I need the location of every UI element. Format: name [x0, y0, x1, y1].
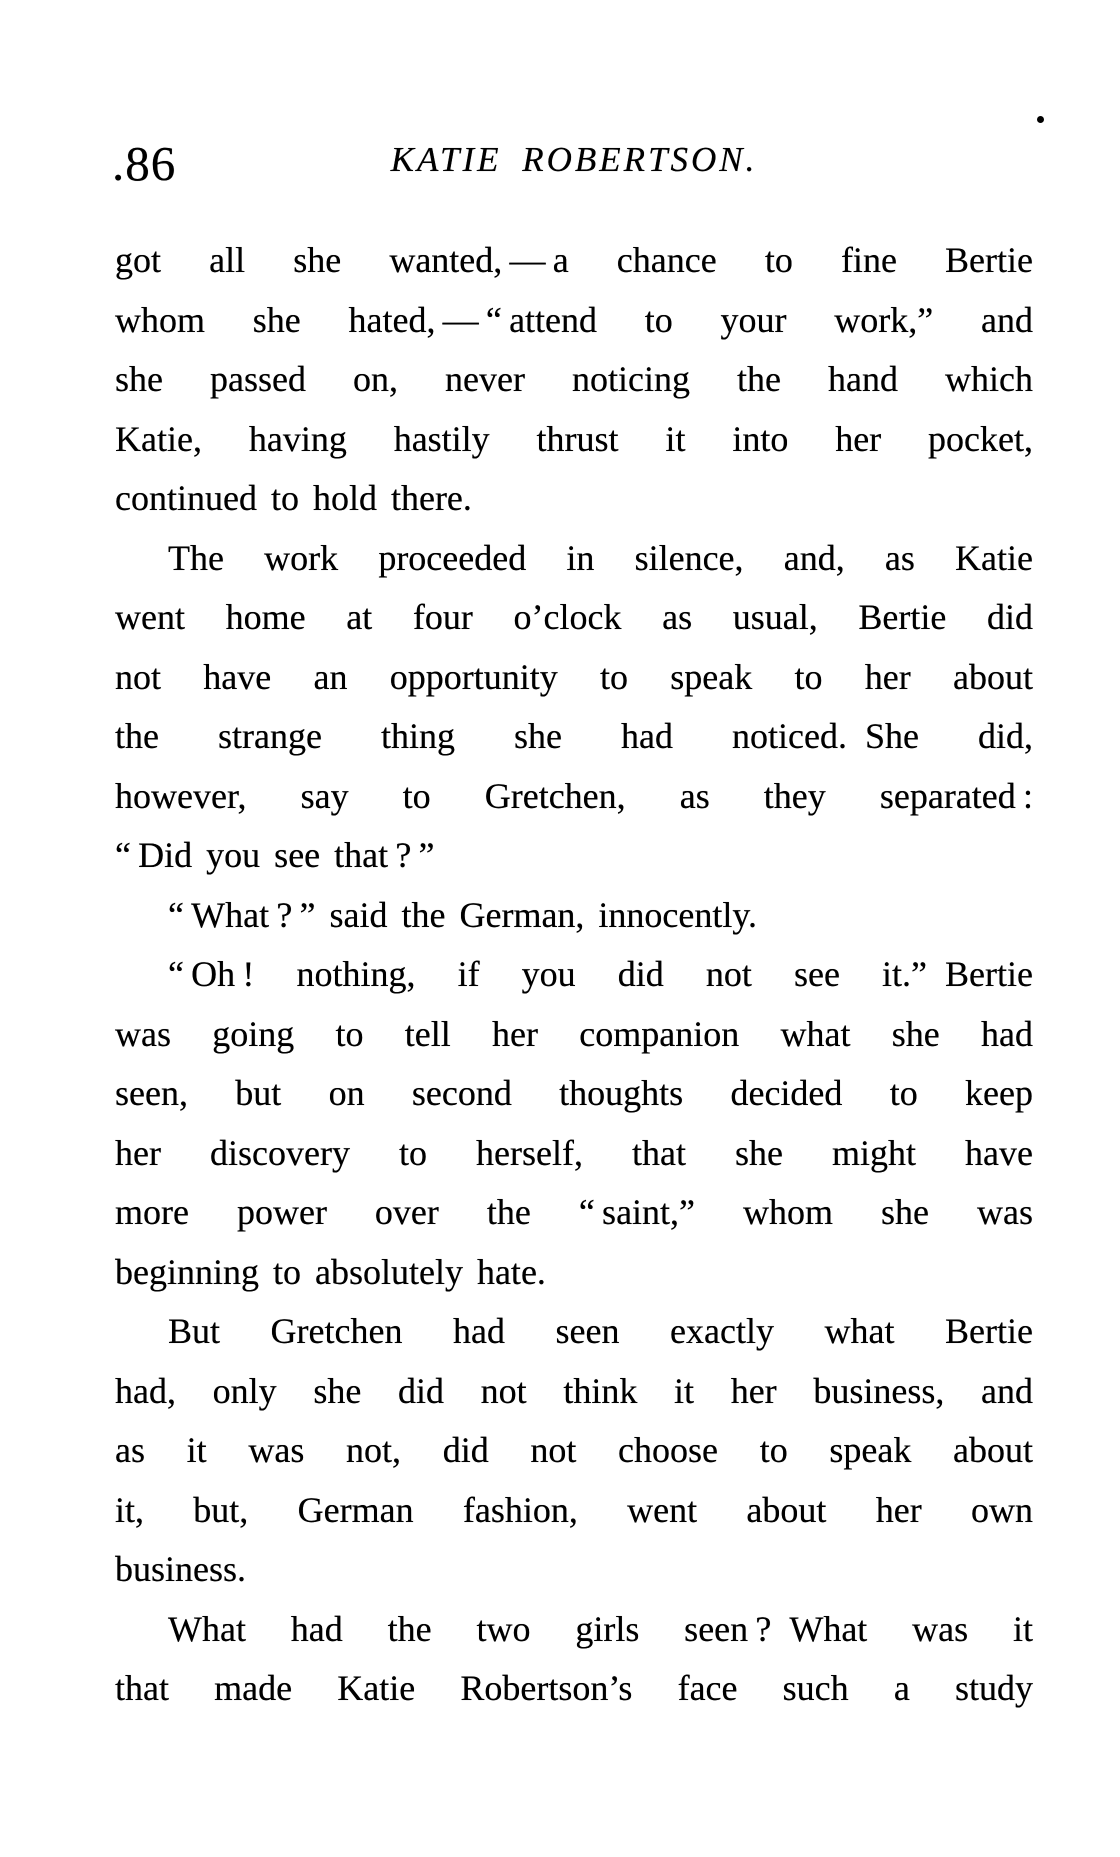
- text-line: as it was not, did not choose to speak about: [115, 1430, 1033, 1470]
- text-line: the strange thing she had noticed. She did,: [115, 716, 1033, 756]
- text-line: seen, but on second thoughts decided to keep: [115, 1073, 1033, 1113]
- body-text: [115, 231, 1033, 1719]
- text-line: got all she wanted, — a chance to fine Bertie: [115, 240, 1033, 280]
- text-line: What had the two girls seen ? What was it: [168, 1608, 1033, 1649]
- text-line: went home at four o’clock as usual, Bertie did: [115, 597, 1033, 637]
- text-line: continued to hold there.: [115, 478, 472, 518]
- text-line: business.: [115, 1549, 247, 1589]
- text-line: But Gretchen had seen exactly what Bertie: [168, 1311, 1033, 1351]
- text-line: was going to tell her companion what she had: [115, 1013, 1033, 1054]
- text-line: more power over the “ saint,” whom she was: [115, 1192, 1033, 1232]
- text-line: had, only she did not think it her business, and: [115, 1370, 1033, 1411]
- page-number: .86: [112, 136, 177, 191]
- text-line: it, but, German fashion, went about her own: [115, 1489, 1033, 1530]
- text-line: that made Katie Robertson’s face such a study: [115, 1668, 1033, 1708]
- text-line: her discovery to herself, that she might have: [115, 1132, 1033, 1173]
- text-line: The work proceeded in silence, and, as Katie: [168, 537, 1033, 578]
- text-line: “ Did you see that ? ”: [115, 835, 435, 875]
- text-line: beginning to absolutely hate.: [115, 1251, 546, 1292]
- running-header-title: KATIE ROBERTSON.: [390, 140, 758, 179]
- text-line: “ Oh ! nothing, if you did not see it.” Bertie: [168, 954, 1033, 994]
- text-line: however, say to Gretchen, as they separated :: [115, 775, 1033, 816]
- text-line: not have an opportunity to speak to her about: [115, 656, 1033, 697]
- text-line: whom she hated, — “ attend to your work,” and: [115, 299, 1033, 340]
- text-line: Katie, having hastily thrust it into her pocket,: [115, 418, 1033, 459]
- text-line: “ What ? ” said the German, innocently.: [168, 894, 758, 935]
- ink-speck: [1037, 116, 1044, 123]
- text-line: she passed on, never noticing the hand which: [115, 359, 1033, 399]
